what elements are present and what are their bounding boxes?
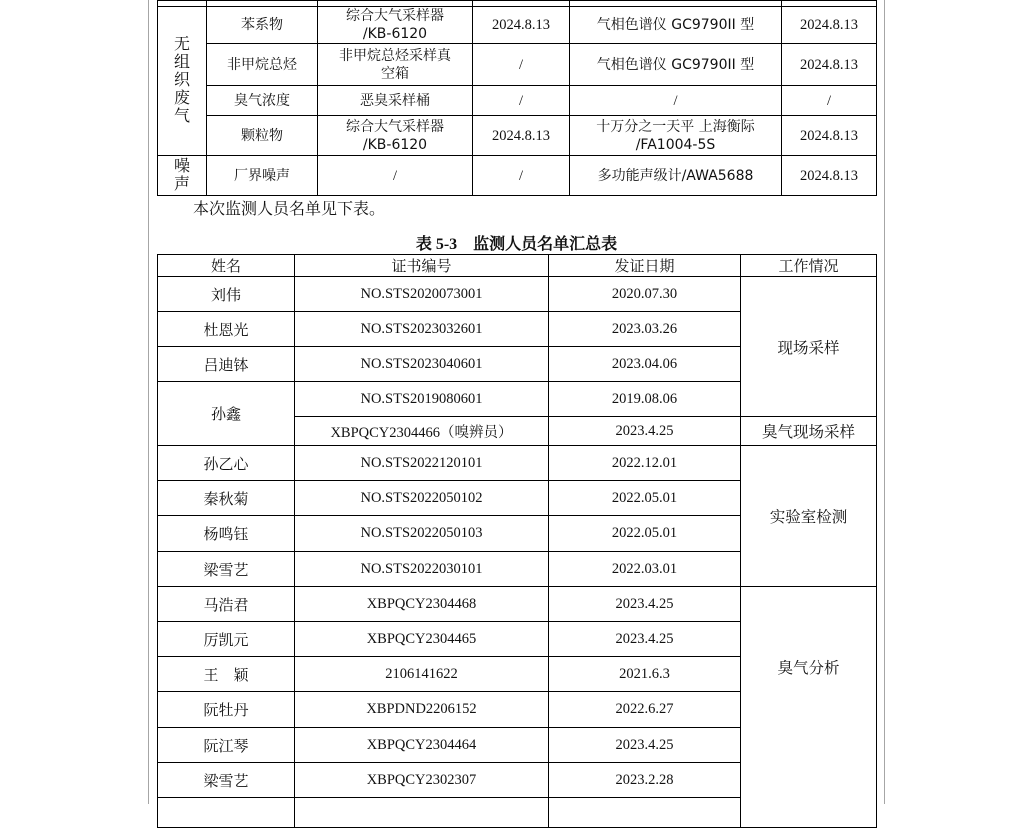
date-cell: 2021.6.3 bbox=[549, 657, 741, 692]
item-cell: 非甲烷总烃 bbox=[207, 44, 318, 86]
name-cell: 王 颖 bbox=[158, 657, 295, 692]
date-cell: 2024.8.13 bbox=[782, 44, 877, 86]
date-cell: 2023.04.06 bbox=[549, 347, 741, 382]
date-cell: 2023.4.25 bbox=[549, 728, 741, 763]
item-cell: 厂界噪声 bbox=[207, 156, 318, 196]
table-row bbox=[158, 44, 877, 86]
date-cell: 2024.8.13 bbox=[473, 116, 570, 156]
table-row bbox=[158, 116, 877, 156]
table-row bbox=[158, 446, 877, 481]
cert-cell: XBPQCY2304465 bbox=[295, 622, 549, 657]
cert-cell: XBPQCY2304468 bbox=[295, 587, 549, 622]
cert-cell: NO.STS2020073001 bbox=[295, 277, 549, 312]
work-cell: 臭气分析 bbox=[741, 587, 877, 828]
instrument-cell: / bbox=[570, 86, 782, 116]
name-cell: 杨鸣钰 bbox=[158, 516, 295, 552]
header-name: 姓名 bbox=[158, 255, 295, 277]
name-cell: 马浩君 bbox=[158, 587, 295, 622]
sampler-cell: 恶臭采样桶 bbox=[318, 86, 473, 116]
name-cell: 梁雪艺 bbox=[158, 552, 295, 587]
cert-cell: NO.STS2022050103 bbox=[295, 516, 549, 552]
instrument-cell: 气相色谱仪 GC9790II 型 bbox=[570, 44, 782, 86]
work-cell: 臭气现场采样 bbox=[741, 417, 877, 446]
name-cell: 孙乙心 bbox=[158, 446, 295, 481]
date-cell: 2023.4.25 bbox=[549, 587, 741, 622]
date-cell: 2023.4.25 bbox=[549, 622, 741, 657]
date-cell: / bbox=[473, 86, 570, 116]
date-cell: 2024.8.13 bbox=[782, 116, 877, 156]
work-cell: 现场采样 bbox=[741, 277, 877, 417]
header-work: 工作情况 bbox=[741, 255, 877, 277]
table-row bbox=[158, 587, 877, 622]
date-cell: / bbox=[473, 156, 570, 196]
category-cell: 噪 声 bbox=[158, 156, 207, 196]
table-row bbox=[158, 156, 877, 196]
date-cell: / bbox=[782, 86, 877, 116]
name-cell: 阮江琴 bbox=[158, 728, 295, 763]
page-border-right bbox=[884, 0, 885, 804]
equipment-table bbox=[157, 0, 877, 196]
name-cell: 阮牡丹 bbox=[158, 692, 295, 728]
cert-cell: NO.STS2022120101 bbox=[295, 446, 549, 481]
date-cell: 2024.8.13 bbox=[782, 156, 877, 196]
cert-cell: XBPQCY2302307 bbox=[295, 763, 549, 798]
sampler-cell: 综合大气采样器 /KB-6120 bbox=[318, 7, 473, 44]
item-cell: 苯系物 bbox=[207, 7, 318, 44]
date-cell: 2024.8.13 bbox=[473, 7, 570, 44]
name-cell: 杜恩光 bbox=[158, 312, 295, 347]
name-cell: 刘伟 bbox=[158, 277, 295, 312]
staff-table bbox=[157, 254, 877, 828]
name-cell: 厉凯元 bbox=[158, 622, 295, 657]
cert-cell: 2106141622 bbox=[295, 657, 549, 692]
category-cell: 无 组 织 废 气 bbox=[158, 7, 207, 156]
date-cell: 2019.08.06 bbox=[549, 382, 741, 417]
cert-cell: XBPDND2206152 bbox=[295, 692, 549, 728]
cert-cell: XBPQCY2304464 bbox=[295, 728, 549, 763]
cert-cell: XBPQCY2304466（嗅辨员） bbox=[295, 417, 549, 446]
cert-cell: NO.STS2023032601 bbox=[295, 312, 549, 347]
header-cert: 证书编号 bbox=[295, 255, 549, 277]
table-row bbox=[158, 86, 877, 116]
table-row bbox=[158, 7, 877, 44]
page-border-left bbox=[148, 0, 149, 804]
table-caption: 表 5-3 监测人员名单汇总表 bbox=[415, 236, 618, 253]
date-cell: 2024.8.13 bbox=[782, 7, 877, 44]
date-cell: 2022.05.01 bbox=[549, 516, 741, 552]
table-header-row bbox=[158, 255, 877, 277]
instrument-cell: 气相色谱仪 GC9790II 型 bbox=[570, 7, 782, 44]
name-cell: 秦秋菊 bbox=[158, 481, 295, 516]
date-cell: 2023.2.28 bbox=[549, 763, 741, 798]
cert-cell: NO.STS2022050102 bbox=[295, 481, 549, 516]
date-cell: 2022.05.01 bbox=[549, 481, 741, 516]
name-cell: 吕迪钵 bbox=[158, 347, 295, 382]
instrument-cell: 多功能声级计/AWA5688 bbox=[570, 156, 782, 196]
date-cell: 2023.4.25 bbox=[549, 417, 741, 446]
date-cell: 2020.07.30 bbox=[549, 277, 741, 312]
item-cell: 臭气浓度 bbox=[207, 86, 318, 116]
name-cell: 孙鑫 bbox=[158, 382, 295, 446]
cert-cell: NO.STS2022030101 bbox=[295, 552, 549, 587]
item-cell: 颗粒物 bbox=[207, 116, 318, 156]
date-cell: 2022.6.27 bbox=[549, 692, 741, 728]
name-cell: 梁雪艺 bbox=[158, 763, 295, 798]
cert-cell: NO.STS2019080601 bbox=[295, 382, 549, 417]
sampler-cell: / bbox=[318, 156, 473, 196]
date-cell: 2022.12.01 bbox=[549, 446, 741, 481]
header-date: 发证日期 bbox=[549, 255, 741, 277]
date-cell: / bbox=[473, 44, 570, 86]
sampler-cell: 非甲烷总烃采样真 空箱 bbox=[318, 44, 473, 86]
instrument-cell: 十万分之一天平 上海衡际 /FA1004-5S bbox=[570, 116, 782, 156]
sampler-cell: 综合大气采样器 /KB-6120 bbox=[318, 116, 473, 156]
date-cell: 2023.03.26 bbox=[549, 312, 741, 347]
table-row bbox=[158, 277, 877, 312]
date-cell: 2022.03.01 bbox=[549, 552, 741, 587]
cert-cell: NO.STS2023040601 bbox=[295, 347, 549, 382]
body-paragraph: 本次监测人员名单见下表。 bbox=[193, 201, 386, 218]
work-cell: 实验室检测 bbox=[741, 446, 877, 587]
